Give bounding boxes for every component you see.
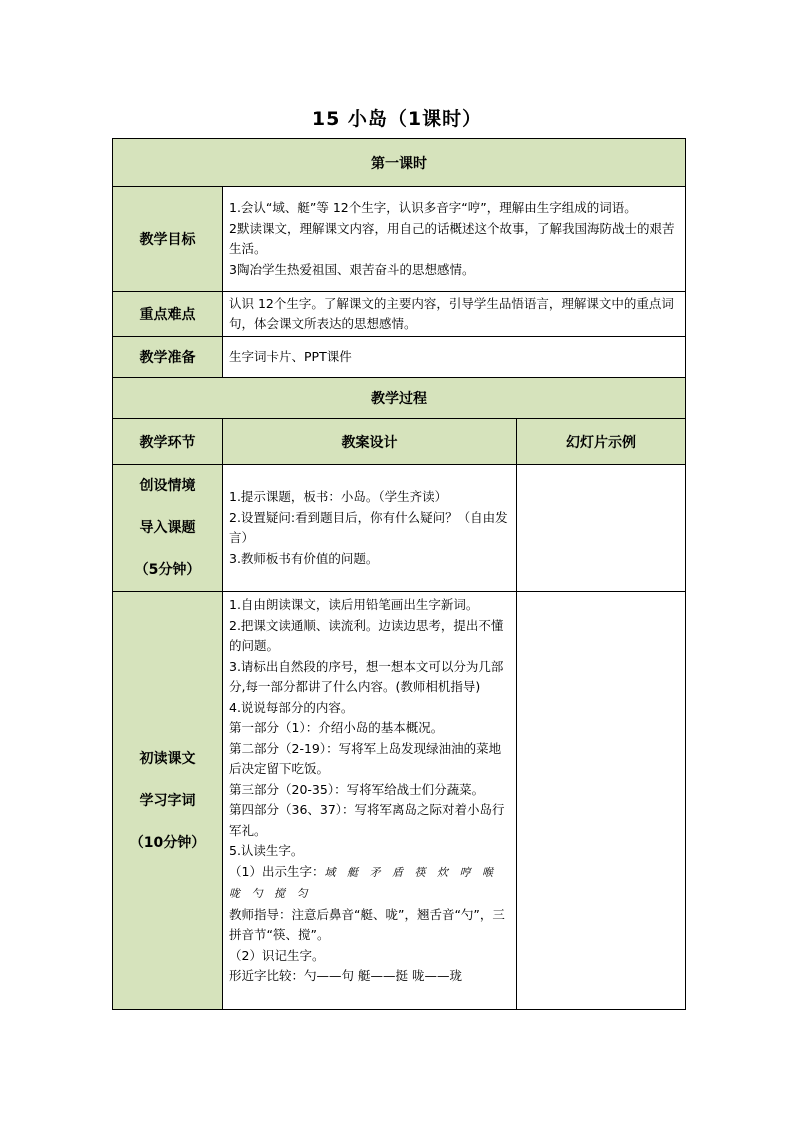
design-line: 形近字比较：勺——句 艇——挺 咙——珑 <box>229 968 462 983</box>
design-line: 第二部分（2-19）：写将军上岛发现绿油油的菜地后决定留下吃饭。 <box>229 740 502 776</box>
design-line: 2.把课文读通顺、读流利。边读边思考，提出不懂的问题。 <box>229 617 504 653</box>
stage-label-line: （10分钟） <box>129 834 206 851</box>
stage-label-intro <box>113 465 223 592</box>
new-characters-line <box>229 862 510 905</box>
column-header-design: 教案设计 <box>223 419 517 465</box>
design-line: 3.请标出自然段的序号，想一想本文可以分为几部分,每一部分都讲了什么内容。(教师相机指导) <box>229 658 504 694</box>
stage-slides-intro <box>517 465 686 592</box>
design-line: 第四部分（36、37）：写将军离岛之际对着小岛行军礼。 <box>229 802 505 838</box>
key-points-content: 认识 12个生字。了解课文的主要内容，引导学生品悟语言，理解课文中的重点词句，体会课文所表达的思想感情。 <box>223 292 686 337</box>
goal-line: 2默读课文，理解课文内容，用自己的话概述这个故事，了解我国海防战士的艰苦生活。 <box>229 220 675 256</box>
new-characters-prefix: （1）出示生字： <box>229 863 325 879</box>
lesson-plan-table <box>112 138 686 1010</box>
stage-label-line: 初读课文 <box>139 750 196 767</box>
design-line: 1.自由朗读课文，读后用铅笔画出生字新词。 <box>229 597 479 612</box>
teaching-goals-content <box>223 187 686 292</box>
design-line: 1.提示课题，板书：小岛。（学生齐读） <box>229 489 448 504</box>
new-characters-list: 域 艇 矛 盾 筷 炊 哼 喉 咙 勺 搅 匀 <box>229 865 497 900</box>
design-line: 教师指导：注意后鼻音“艇、咙”，翘舌音“勺”，三拼音节“筷、搅”。 <box>229 906 505 942</box>
section-header-process: 教学过程 <box>113 378 686 419</box>
column-header-slides: 幻灯片示例 <box>517 419 686 465</box>
design-line: （2）识记生字。 <box>229 947 325 963</box>
stage-design-reading <box>223 592 517 1010</box>
document-title: 15 小岛（1课时） <box>311 108 483 130</box>
design-line: 3.教师板书有价值的问题。 <box>229 550 379 566</box>
section-header-first-lesson: 第一课时 <box>113 139 686 187</box>
stage-slides-reading <box>517 592 686 1010</box>
stage-label-line: （5分钟） <box>134 562 201 578</box>
design-line: 5.认读生字。 <box>229 843 304 858</box>
column-header-stage: 教学环节 <box>113 419 223 465</box>
stage-label-line: 创设情境 <box>139 478 196 494</box>
stage-label-line: 学习字词 <box>139 792 196 809</box>
design-line: 2.设置疑问:看到题目后，你有什么疑问？（自由发言） <box>229 509 508 545</box>
design-line: 第三部分（20-35）：写将军给战士们分蔬菜。 <box>229 781 485 797</box>
preparation-content: 生字词卡片、PPT课件 <box>223 337 686 378</box>
design-line: 第一部分（1）：介绍小岛的基本概况。 <box>229 720 444 735</box>
stage-design-intro <box>223 465 517 592</box>
teaching-goals-label: 教学目标 <box>113 187 223 292</box>
key-points-label: 重点难点 <box>113 292 223 337</box>
stage-label-line: 导入课题 <box>139 520 196 536</box>
preparation-label: 教学准备 <box>113 337 223 378</box>
stage-label-reading <box>113 592 223 1010</box>
goal-line: 3陶冶学生热爱祖国、艰苦奋斗的思想感情。 <box>229 261 475 277</box>
design-line: 4.说说每部分的内容。 <box>229 699 354 715</box>
goal-line: 1.会认“域、艇”等 12个生字，认识多音字“哼”，理解由生字组成的词语。 <box>229 200 637 215</box>
